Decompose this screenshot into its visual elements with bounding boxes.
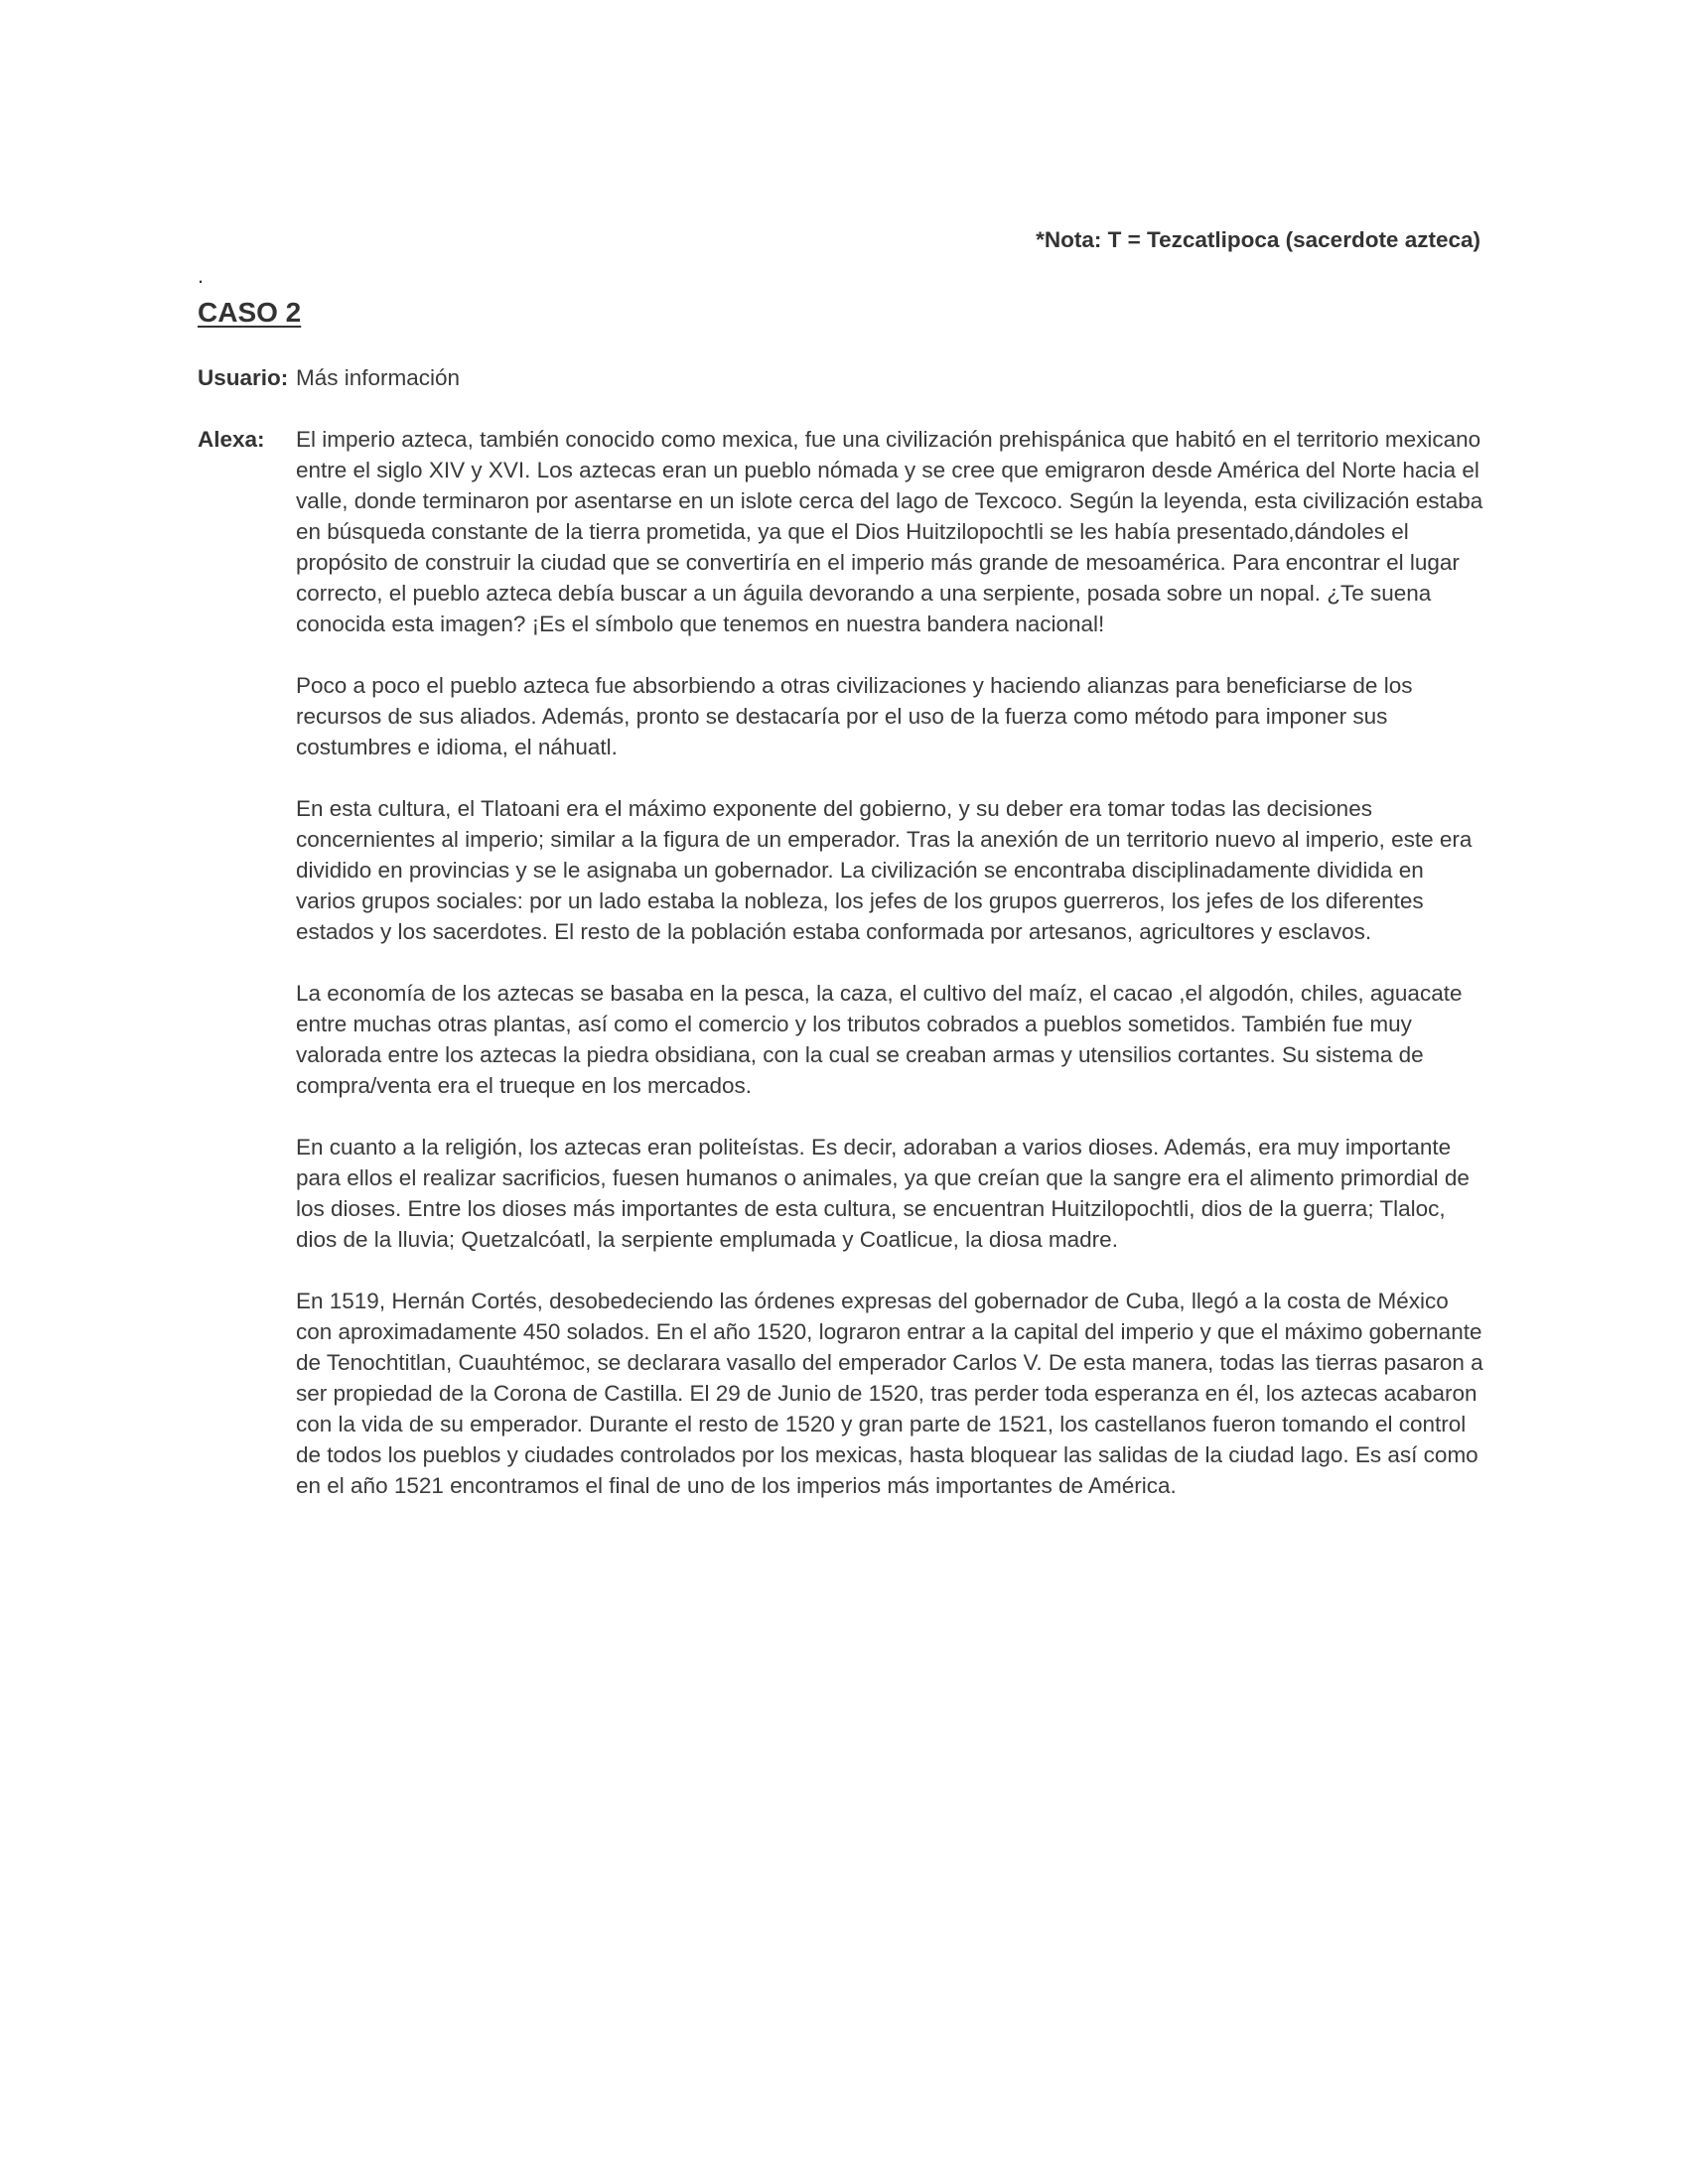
alexa-paragraph-3: En esta cultura, el Tlatoani era el máximo exponente del gobierno, y su deber era tomar todas las decisiones concernientes al imperio; similar a la figura de un emperador. Tras la anexión de un territorio nuevo al imperio, este era dividido en provincias y se le asignaba un gobernador. La civilización se encontraba disciplinadamente dividida en varios grupos sociales: por un lado estaba la nobleza, los jefes de los grupos guerreros, los jefes de los diferentes estados y los sacerdotes. El resto de la población estaba conformada por artesanos, agricultores y esclavos. [296, 796, 1473, 944]
user-speech: Más información [296, 365, 461, 390]
user-turn [198, 362, 1488, 393]
alexa-speaker-label: Alexa: [198, 427, 265, 452]
alexa-paragraph-2: Poco a poco el pueblo azteca fue absorbiendo a otras civilizaciones y haciendo alianzas para beneficiarse de los recursos de sus aliados. Además, pronto se destacaría por el uso de la fuerza como método para imponer sus costumbres e idioma, el náhuatl. [296, 673, 1413, 759]
alexa-speech [296, 424, 1487, 1501]
alexa-turn [198, 424, 1488, 1501]
alexa-paragraph-5: En cuanto a la religión, los aztecas eran politeístas. Es decir, adoraban a varios dioses. Además, era muy importante para ellos el realizar sacrificios, fuesen humanos o animales, ya que creían que la sangre era el alimento primordial de los dioses. Entre los dioses más importantes de esta cultura, se encuentran Huitzilopochtli, dios de la guerra; Tlaloc, dios de la lluvia; Quetzalcóatl, la serpiente emplumada y Coatlicue, la diosa madre. [296, 1135, 1470, 1252]
case-title: CASO 2 [198, 297, 302, 328]
note-text: *Nota: T = Tezcatlipoca (sacerdote azteca) [1036, 227, 1480, 252]
user-speaker-label: Usuario: [198, 365, 289, 390]
stray-dot: . [198, 263, 205, 288]
alexa-paragraph-4: La economía de los aztecas se basaba en la pesca, la caza, el cultivo del maíz, el cacao ,el algodón, chiles, aguacate entre muchas otras plantas, así como el comercio y los tributos cobrados a pueblos sometidos. También fue muy valorada entre los aztecas la piedra obsidiana, con la cual se creaban armas y utensilios cortantes. Su sistema de compra/venta era el trueque en los mercados. [296, 981, 1463, 1098]
alexa-paragraph-1: El imperio azteca, también conocido como mexica, fue una civilización prehispánica que habitó en el territorio mexicano entre el siglo XIV y XVI. Los aztecas eran un pueblo nómada y se cree que emigraron desde América del Norte hacia el valle, donde terminaron por asentarse en un islote cerca del lago de Texcoco. Según la leyenda, esta civilización estaba en búsqueda constante de la tierra prometida, ya que el Dios Huitzilopochtli se les había presentado,dándoles el propósito de construir la ciudad que se convertiría en el imperio más grande de mesoamérica. Para encontrar el lugar correcto, el pueblo azteca debía buscar a un águila devorando a una serpiente, posada sobre un nopal. ¿Te suena conocida esta imagen? ¡Es el símbolo que tenemos en nuestra bandera nacional! [296, 427, 1483, 636]
alexa-paragraph-6: En 1519, Hernán Cortés, desobedeciendo las órdenes expresas del gobernador de Cuba, llegó a la costa de México con aproximadamente 450 solados. En el año 1520, lograron entrar a la capital del imperio y que el máximo gobernante de Tenochtitlan, Cuauhtémoc, se declarara vasallo del emperador Carlos V. De esta manera, todas las tierras pasaron a ser propiedad de la Corona de Castilla. El 29 de Junio de 1520, tras perder toda esperanza en él, los aztecas acabaron con la vida de su emperador. Durante el resto de 1520 y gran parte de 1521, los castellanos fueron tomando el control de todos los pueblos y ciudades controlados por los mexicas, hasta bloquear las salidas de la ciudad lago. Es así como en el año 1521 encontramos el final de uno de los imperios más importantes de América. [296, 1289, 1483, 1498]
